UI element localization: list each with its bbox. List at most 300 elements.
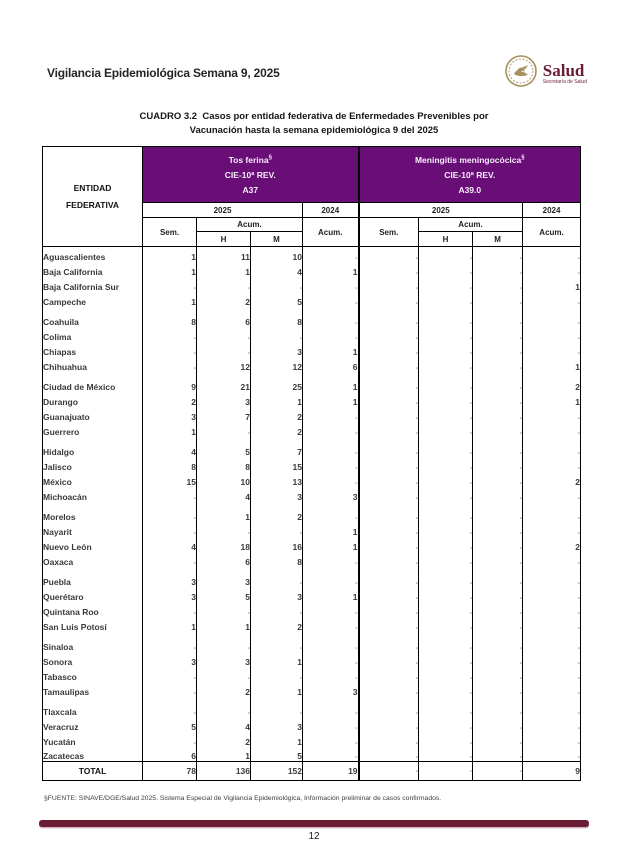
value-cell: - [143, 602, 197, 617]
value-cell: - [303, 652, 359, 667]
value-cell: - [419, 472, 473, 487]
page-number: 12 [308, 831, 320, 842]
value-cell: - [359, 247, 419, 262]
value-cell: 5 [251, 292, 303, 307]
entity-name-cell: Guerrero [43, 426, 80, 437]
value-cell: - [523, 292, 581, 307]
value-cell: 3 [303, 487, 359, 502]
value-cell: 1 [143, 617, 197, 632]
table-row [43, 247, 581, 262]
table-row [43, 537, 581, 552]
value-cell: 3 [251, 717, 303, 732]
year-2025-men: 2025 [359, 203, 523, 218]
col-m-tos: M [251, 232, 303, 247]
entity-name-cell: Sinaloa [43, 641, 74, 652]
value-cell: - [419, 247, 473, 262]
table-header [43, 147, 581, 247]
value-cell: - [523, 502, 581, 522]
value-cell: - [523, 247, 581, 262]
value-cell: - [473, 372, 523, 392]
value-cell: - [419, 457, 473, 472]
value-cell: - [359, 327, 419, 342]
value-cell: - [419, 522, 473, 537]
table-row [43, 457, 581, 472]
value-cell: - [303, 457, 359, 472]
value-cell: 7 [197, 407, 251, 422]
col-acum2024-men: Acum. [523, 218, 581, 247]
entity-name-cell: Nuevo León [43, 541, 92, 552]
total-row [43, 762, 581, 781]
col-acum2024-tos: Acum. [303, 218, 359, 247]
value-cell: - [143, 342, 197, 357]
value-cell: - [419, 392, 473, 407]
footer-bar [39, 820, 589, 827]
value-cell: 5 [251, 747, 303, 762]
total-cell: 78 [143, 762, 197, 781]
value-cell: - [197, 697, 251, 717]
value-cell: - [419, 632, 473, 652]
value-cell: 7 [251, 437, 303, 457]
table-row [43, 667, 581, 682]
entity-name-cell: Baja California [43, 266, 103, 277]
value-cell: 1 [251, 732, 303, 747]
table-row [43, 372, 581, 392]
value-cell: - [197, 602, 251, 617]
value-cell: - [419, 552, 473, 567]
value-cell: - [473, 587, 523, 602]
value-cell: 16 [251, 537, 303, 552]
entity-name-cell: Quintana Roo [43, 606, 99, 617]
value-cell: - [419, 407, 473, 422]
value-cell: - [303, 247, 359, 262]
value-cell: - [473, 437, 523, 457]
value-cell: - [197, 277, 251, 292]
value-cell: 10 [251, 247, 303, 262]
value-cell: - [473, 327, 523, 342]
col-h-men: H [419, 232, 473, 247]
value-cell: - [473, 342, 523, 357]
value-cell: - [523, 587, 581, 602]
value-cell: - [303, 732, 359, 747]
value-cell: 2 [251, 617, 303, 632]
value-cell: 1 [303, 587, 359, 602]
table-row [43, 602, 581, 617]
value-cell: - [359, 617, 419, 632]
value-cell: - [419, 682, 473, 697]
value-cell: - [303, 602, 359, 617]
value-cell: - [473, 502, 523, 522]
value-cell: 1 [143, 422, 197, 437]
table-row [43, 747, 581, 762]
value-cell: - [473, 567, 523, 587]
value-cell: 9 [143, 372, 197, 392]
value-cell: - [303, 697, 359, 717]
table-title-line1: CUADRO 3.2 Casos por entidad federativa de Enfermedades Prevenibles por [139, 111, 489, 122]
value-cell: - [419, 667, 473, 682]
total-cell: - [473, 762, 523, 781]
table-row [43, 682, 581, 697]
value-cell: - [143, 502, 197, 522]
value-cell: 2 [251, 422, 303, 437]
value-cell: - [473, 732, 523, 747]
value-cell: - [359, 652, 419, 667]
value-cell: - [359, 537, 419, 552]
value-cell: - [303, 292, 359, 307]
value-cell: - [419, 602, 473, 617]
value-cell: - [473, 682, 523, 697]
entity-name-cell: Tabasco [43, 671, 77, 682]
value-cell: - [197, 667, 251, 682]
value-cell: - [523, 697, 581, 717]
total-label: TOTAL [43, 762, 143, 781]
value-cell: 2 [197, 682, 251, 697]
disease-header-meningitis: Meningitis meningocócica§ CIE-10ª REV. A39.0 [359, 147, 581, 203]
value-cell: - [143, 682, 197, 697]
value-cell: - [523, 667, 581, 682]
year-2024-tos: 2024 [303, 203, 359, 218]
value-cell: 1 [251, 652, 303, 667]
document-title: Vigilancia Epidemiológica Semana 9, 2025 [47, 66, 280, 80]
entity-name-cell: Colima [43, 331, 72, 342]
value-cell: 25 [251, 372, 303, 392]
total-cell: - [359, 762, 419, 781]
entity-name-cell: Oaxaca [43, 556, 74, 567]
value-cell: 2 [251, 502, 303, 522]
value-cell: - [473, 652, 523, 667]
table-row [43, 327, 581, 342]
entity-name-cell: Baja California Sur [43, 281, 120, 292]
entity-name-cell: Chiapas [43, 346, 77, 357]
value-cell: 18 [197, 537, 251, 552]
value-cell: 15 [251, 457, 303, 472]
value-cell: - [303, 407, 359, 422]
value-cell: - [523, 422, 581, 437]
entity-name-cell: Yucatán [43, 736, 76, 747]
value-cell: - [523, 437, 581, 457]
value-cell: - [303, 552, 359, 567]
table-row [43, 392, 581, 407]
value-cell: 10 [197, 472, 251, 487]
entity-name-cell: Aguascalientes [43, 251, 106, 262]
value-cell: - [523, 457, 581, 472]
value-cell: 1 [303, 372, 359, 392]
entity-name-cell: Campeche [43, 296, 86, 307]
value-cell: 6 [303, 357, 359, 372]
value-cell: - [473, 487, 523, 502]
value-cell: 12 [251, 357, 303, 372]
table-row [43, 307, 581, 327]
salud-logo-text [543, 62, 587, 85]
value-cell: - [473, 472, 523, 487]
value-cell: 2 [197, 732, 251, 747]
value-cell: - [523, 407, 581, 422]
table-row [43, 697, 581, 717]
value-cell: - [419, 307, 473, 327]
footnote-marker: § [521, 155, 525, 162]
value-cell: - [359, 632, 419, 652]
value-cell: - [419, 372, 473, 392]
entity-name-cell: Coahuila [43, 316, 79, 327]
entity-name-cell: Morelos [43, 511, 76, 522]
value-cell: 3 [143, 567, 197, 587]
value-cell: 1 [303, 262, 359, 277]
value-cell: - [359, 667, 419, 682]
value-cell: 2 [523, 537, 581, 552]
entity-name-cell: Jalisco [43, 461, 72, 472]
value-cell: 5 [197, 587, 251, 602]
entity-name-cell: Zacatecas [43, 751, 85, 761]
value-cell: - [303, 437, 359, 457]
table-row [43, 277, 581, 292]
value-cell: - [523, 632, 581, 652]
value-cell: - [359, 262, 419, 277]
value-cell: 1 [197, 617, 251, 632]
table-row [43, 502, 581, 522]
value-cell: 1 [251, 682, 303, 697]
value-cell: 2 [143, 392, 197, 407]
value-cell: 15 [143, 472, 197, 487]
entity-name-cell: Durango [43, 396, 78, 407]
value-cell: - [523, 552, 581, 567]
value-cell: - [359, 472, 419, 487]
value-cell: - [419, 652, 473, 667]
value-cell: - [359, 342, 419, 357]
source-footnote: §FUENTE: SINAVE/DGE/Salud 2025. Sistema Especial de Vigilancia Epidemiológica, Información preliminar de casos confirmados. [44, 795, 442, 802]
table-row [43, 342, 581, 357]
table-row [43, 487, 581, 502]
table-row [43, 717, 581, 732]
value-cell: - [197, 422, 251, 437]
value-cell: - [419, 617, 473, 632]
value-cell: 2 [251, 407, 303, 422]
value-cell: - [251, 697, 303, 717]
entity-name-cell: Sonora [43, 656, 73, 667]
value-cell: - [359, 587, 419, 602]
value-cell: - [251, 567, 303, 587]
value-cell: 2 [197, 292, 251, 307]
value-cell: - [473, 262, 523, 277]
value-cell: 4 [197, 487, 251, 502]
value-cell: - [303, 422, 359, 437]
entity-name-cell: México [43, 476, 72, 487]
value-cell: - [251, 667, 303, 682]
value-cell: - [419, 422, 473, 437]
value-cell: - [473, 552, 523, 567]
value-cell: - [419, 342, 473, 357]
cases-table [42, 146, 581, 781]
value-cell: 1 [143, 292, 197, 307]
value-cell: - [473, 667, 523, 682]
value-cell: - [473, 422, 523, 437]
value-cell: - [143, 697, 197, 717]
value-cell: 1 [303, 537, 359, 552]
value-cell: 1 [523, 357, 581, 372]
value-cell: - [473, 292, 523, 307]
value-cell: - [359, 552, 419, 567]
col-sem-tos: Sem. [143, 218, 197, 247]
value-cell: - [473, 617, 523, 632]
entity-name-cell: Hidalgo [43, 446, 75, 457]
value-cell: - [359, 522, 419, 537]
value-cell: - [473, 407, 523, 422]
value-cell: 1 [303, 392, 359, 407]
value-cell: - [473, 277, 523, 292]
value-cell: - [359, 437, 419, 457]
value-cell: 4 [197, 717, 251, 732]
value-cell: 4 [251, 262, 303, 277]
value-cell: 8 [143, 307, 197, 327]
value-cell: - [303, 502, 359, 522]
table-row [43, 567, 581, 587]
value-cell: 3 [197, 652, 251, 667]
entity-name-cell: Puebla [43, 576, 71, 587]
value-cell: 5 [197, 437, 251, 457]
col-acum-men: Acum. [419, 218, 523, 232]
salud-wordmark: Salud [542, 60, 585, 80]
disease-header-tos-ferina: Tos ferina§ CIE-10ª REV. A37 [143, 147, 359, 203]
value-cell: - [143, 667, 197, 682]
value-cell: - [473, 247, 523, 262]
value-cell: - [473, 717, 523, 732]
salud-seal-icon [504, 54, 538, 93]
value-cell: - [419, 697, 473, 717]
value-cell: - [359, 392, 419, 407]
entity-name-cell: San Luis Potosí [43, 621, 107, 632]
table-row [43, 407, 581, 422]
table-row [43, 652, 581, 667]
value-cell: 3 [143, 652, 197, 667]
value-cell: - [473, 522, 523, 537]
entity-name-cell: Tamaulipas [43, 686, 90, 697]
value-cell: - [359, 307, 419, 327]
value-cell: 1 [143, 247, 197, 262]
col-acum-tos: Acum. [197, 218, 303, 232]
value-cell: - [251, 632, 303, 652]
value-cell: - [523, 682, 581, 697]
entity-name-cell: Michoacán [43, 491, 87, 502]
value-cell: 3 [143, 407, 197, 422]
value-cell: 4 [143, 437, 197, 457]
value-cell: - [523, 262, 581, 277]
value-cell: - [359, 372, 419, 392]
value-cell: - [473, 392, 523, 407]
table-row [43, 262, 581, 277]
value-cell: - [523, 487, 581, 502]
value-cell: 3 [251, 487, 303, 502]
value-cell: - [303, 567, 359, 587]
value-cell: - [473, 747, 523, 762]
value-cell: - [359, 422, 419, 437]
value-cell: - [359, 602, 419, 617]
table-row [43, 292, 581, 307]
value-cell: 3 [251, 587, 303, 602]
value-cell: 3 [251, 342, 303, 357]
value-cell: - [419, 327, 473, 342]
value-cell: 5 [143, 717, 197, 732]
value-cell: 1 [197, 747, 251, 762]
value-cell: - [473, 632, 523, 652]
table-title [0, 110, 628, 138]
value-cell: - [473, 307, 523, 327]
table-row [43, 522, 581, 537]
value-cell: 1 [251, 392, 303, 407]
value-cell: - [143, 522, 197, 537]
value-cell: 3 [143, 587, 197, 602]
value-cell: - [359, 732, 419, 747]
value-cell: 1 [303, 342, 359, 357]
total-cell: 152 [251, 762, 303, 781]
table-row [43, 617, 581, 632]
value-cell: 13 [251, 472, 303, 487]
value-cell: - [359, 717, 419, 732]
value-cell: - [419, 262, 473, 277]
value-cell: - [197, 342, 251, 357]
value-cell: - [419, 292, 473, 307]
value-cell: 1 [197, 502, 251, 522]
page-header [47, 52, 587, 94]
value-cell: - [303, 307, 359, 327]
value-cell: - [143, 487, 197, 502]
value-cell: - [359, 747, 419, 762]
entity-name-cell: Guanajuato [43, 411, 90, 422]
value-cell: 6 [197, 307, 251, 327]
value-cell: - [303, 667, 359, 682]
value-cell: 1 [143, 262, 197, 277]
value-cell: 11 [197, 247, 251, 262]
value-cell: - [303, 327, 359, 342]
value-cell: - [419, 747, 473, 762]
col-sem-men: Sem. [359, 218, 419, 247]
value-cell: - [419, 717, 473, 732]
value-cell: 1 [303, 522, 359, 537]
entity-name-cell: Ciudad de México [43, 381, 116, 392]
value-cell: - [473, 602, 523, 617]
table-body [43, 247, 581, 762]
value-cell: - [419, 277, 473, 292]
value-cell: - [303, 277, 359, 292]
value-cell: - [419, 732, 473, 747]
value-cell: - [523, 567, 581, 587]
total-cell: - [419, 762, 473, 781]
table-row [43, 472, 581, 487]
value-cell: 1 [197, 262, 251, 277]
entity-name-cell: Chihuahua [43, 361, 87, 372]
value-cell: - [523, 652, 581, 667]
value-cell: - [523, 342, 581, 357]
value-cell: 6 [143, 747, 197, 762]
table-row [43, 552, 581, 567]
value-cell: 8 [251, 307, 303, 327]
value-cell: - [419, 487, 473, 502]
value-cell: - [523, 717, 581, 732]
table-row [43, 357, 581, 372]
entity-name-cell: Querétaro [43, 591, 84, 602]
entity-name-cell: Nayarit [43, 526, 72, 537]
total-cell: 9 [523, 762, 581, 781]
value-cell: - [143, 552, 197, 567]
value-cell: - [303, 717, 359, 732]
value-cell: 3 [303, 682, 359, 697]
value-cell: 2 [523, 472, 581, 487]
salud-logo [504, 54, 587, 93]
value-cell: - [303, 747, 359, 762]
value-cell: - [251, 327, 303, 342]
col-m-men: M [473, 232, 523, 247]
value-cell: - [359, 407, 419, 422]
value-cell: - [523, 617, 581, 632]
value-cell: 8 [143, 457, 197, 472]
value-cell: - [419, 537, 473, 552]
